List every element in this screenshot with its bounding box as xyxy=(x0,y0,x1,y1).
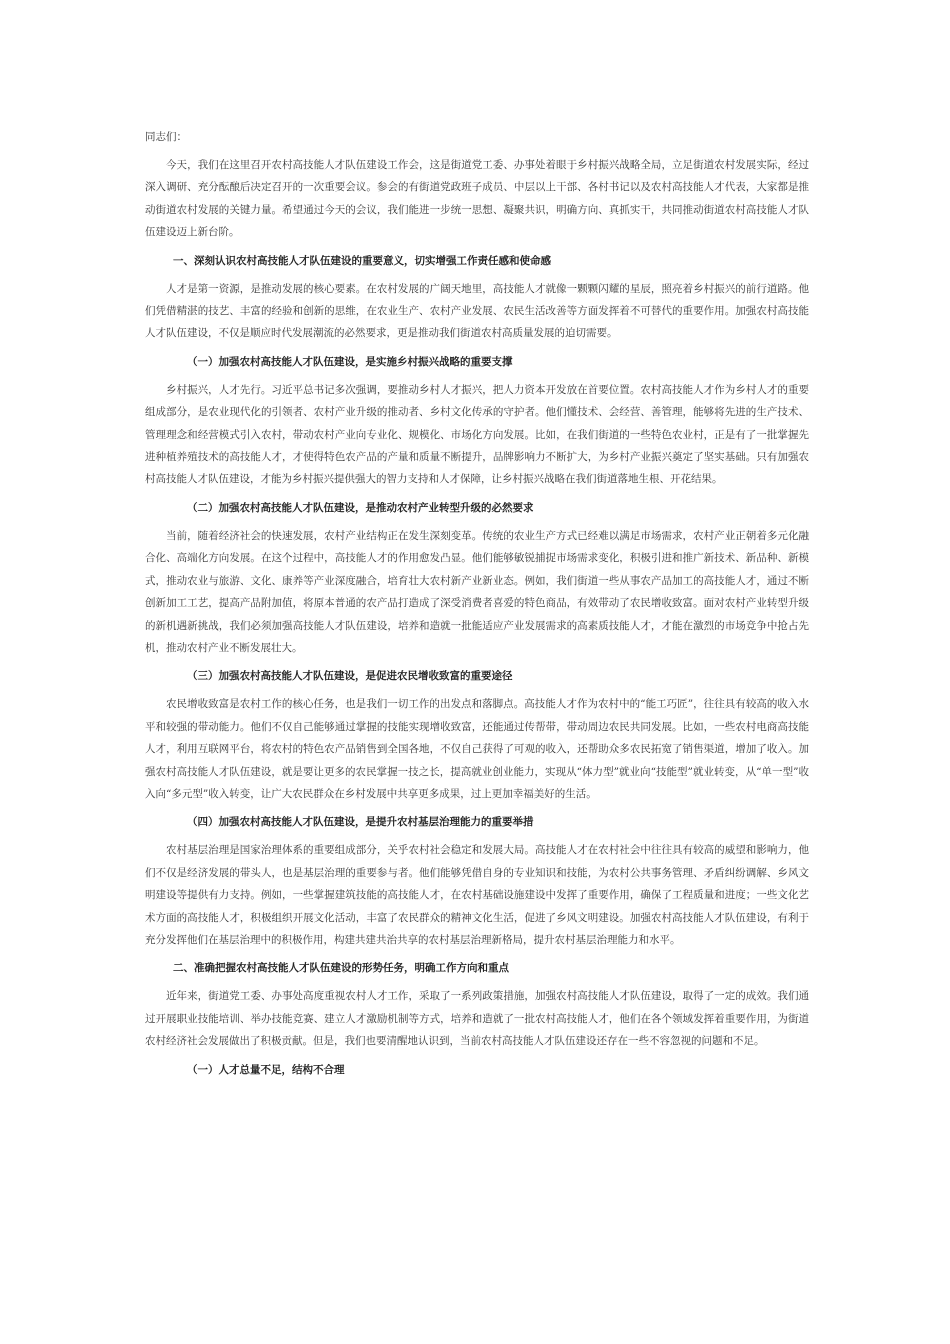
subsection-heading-1-3: （三）加强农村高技能人才队伍建设，是促进农民增收致富的重要途径 xyxy=(187,670,513,683)
body-paragraph: 农民增收致富是农村工作的核心任务，也是我们一切工作的出发点和落脚点。高技能人才作为农村中的“能工巧匠”，往往具有较高的收入水平和较强的带动能力。他们不仅自己能够通过掌握的技能实现增收致富，还能通过传帮带，带动周边农民共同发展。比如，一些农村电商高技能人才，利用互联网平台，将农村的特色农产品销售到全国各地，不仅自己获得了可观的收入，还帮助众多农民拓宽了销售渠道，增加了收入。加强农村高技能人才队伍建设，就是要让更多的农民掌握一技之长，提高就业创业能力，实现从“体力型”就业向“技能型”就业转变，从“单一型”收入向“多元型”收入转变，让广大农民群众在乡村发展中共享更多成果，过上更加幸福美好的生活。 xyxy=(145,698,809,800)
body-paragraph: 人才是第一资源，是推动发展的核心要素。在农村发展的广阔天地里，高技能人才就像一颗颗闪耀的星辰，照亮着乡村振兴的前行道路。他们凭借精湛的技艺、丰富的经验和创新的思维，在农业生产、农村产业发展、农民生活改善等方面发挥着不可替代的重要作用。加强农村高技能人才队伍建设，不仅是顺应时代发展潮流的必然要求，更是推动我们街道农村高质量发展的迫切需要。 xyxy=(145,282,809,340)
body-paragraph: 农村基层治理是国家治理体系的重要组成部分，关乎农村社会稳定和发展大局。高技能人才在农村社会中往往具有较高的威望和影响力，他们不仅是经济发展的带头人，也是基层治理的重要参与者。他们能够凭借自身的专业知识和技能，为农村公共事务管理、矛盾纠纷调解、乡风文明建设等提供有力支持。例如，一些掌握建筑技能的高技能人才，在农村基础设施建设中发挥了重要作用，确保了工程质量和进度；一些文化艺术方面的高技能人才，积极组织开展文化活动，丰富了农民群众的精神文化生活，促进了乡风文明建设。加强农村高技能人才队伍建设，有利于充分发挥他们在基层治理中的积极作用，构建共建共治共享的农村基层治理新格局，提升农村基层治理能力和水平。 xyxy=(145,844,809,946)
subsection-heading-2-1: （一）人才总量不足，结构不合理 xyxy=(187,1063,345,1076)
section-heading-1: 一、深刻认识农村高技能人才队伍建设的重要意义，切实增强工作责任感和使命感 xyxy=(173,254,551,267)
salutation: 同志们： xyxy=(145,131,187,143)
section-heading-2: 二、准确把握农村高技能人才队伍建设的形势任务，明确工作方向和重点 xyxy=(173,962,509,975)
subsection-heading-1-2: （二）加强农村高技能人才队伍建设，是推动农村产业转型升级的必然要求 xyxy=(187,501,534,514)
body-paragraph: 当前，随着经济社会的快速发展，农村产业结构正在发生深刻变革。传统的农业生产方式已经难以满足市场需求，农村产业正朝着多元化融合化、高端化方向发展。在这个过程中，高技能人才的作用愈发凸显。他们能够敏锐捕捉市场需求变化，积极引进和推广新技术、新品种、新模式，推动农业与旅游、文化、康养等产业深度融合，培育壮大农村新产业新业态。例如，我们街道一些从事农产品加工的高技能人才，通过不断创新加工工艺，提高产品附加值，将原本普通的农产品打造成了深受消费者喜爱的特色商品，有效带动了农民增收致富。面对农村产业转型升级的新机遇新挑战，我们必须加强高技能人才队伍建设，培养和造就一批能适应产业发展需求的高素质技能人才，才能在激烈的市场竞争中抢占先机，推动农村产业不断发展壮大。 xyxy=(145,529,809,654)
opening-paragraph: 今天，我们在这里召开农村高技能人才队伍建设工作会，这是街道党工委、办事处着眼于乡村振兴战略全局，立足街道农村发展实际，经过深入调研、充分酝酿后决定召开的一次重要会议。参会的有街道党政班子成员、中层以上干部、各村书记以及农村高技能人才代表，大家都是推动街道农村发展的关键力量。希望通过今天的会议，我们能进一步统一思想、凝聚共识，明确方向、真抓实干，共同推动街道农村高技能人才队伍建设迈上新台阶。 xyxy=(145,159,809,239)
subsection-heading-1-4: （四）加强农村高技能人才队伍建设，是提升农村基层治理能力的重要举措 xyxy=(187,816,534,829)
body-paragraph: 乡村振兴，人才先行。习近平总书记多次强调，要推动乡村人才振兴，把人力资本开发放在首要位置。农村高技能人才作为乡村人才的重要组成部分，是农业现代化的引领者、农村产业升级的推动者、乡村文化传承的守护者。他们懂技术、会经营、善管理，能够将先进的生产技术、管理理念和经营模式引入农村，带动农村产业向专业化、规模化、市场化方向发展。比如，在我们街道的一些特色农业村，正是有了一批掌握先进种植养殖技术的高技能人才，才使得特色农产品的产量和质量不断提升，品牌影响力不断扩大，为乡村产业振兴奠定了坚实基础。只有加强农村高技能人才队伍建设，才能为乡村振兴提供强大的智力支持和人才保障，让乡村振兴战略在我们街道落地生根、开花结果。 xyxy=(145,383,809,486)
document-body xyxy=(145,126,809,1087)
body-paragraph: 近年来，街道党工委、办事处高度重视农村人才工作，采取了一系列政策措施，加强农村高技能人才队伍建设，取得了一定的成效。我们通过开展职业技能培训、举办技能竞赛、建立人才激励机制等方式，培养和造就了一批农村高技能人才，他们在各个领域发挥着重要作用，为街道农村经济社会发展做出了积极贡献。但是，我们也要清醒地认识到，当前农村高技能人才队伍建设还存在一些不容忽视的问题和不足。 xyxy=(145,990,809,1048)
subsection-heading-1-1: （一）加强农村高技能人才队伍建设，是实施乡村振兴战略的重要支撑 xyxy=(187,355,513,368)
